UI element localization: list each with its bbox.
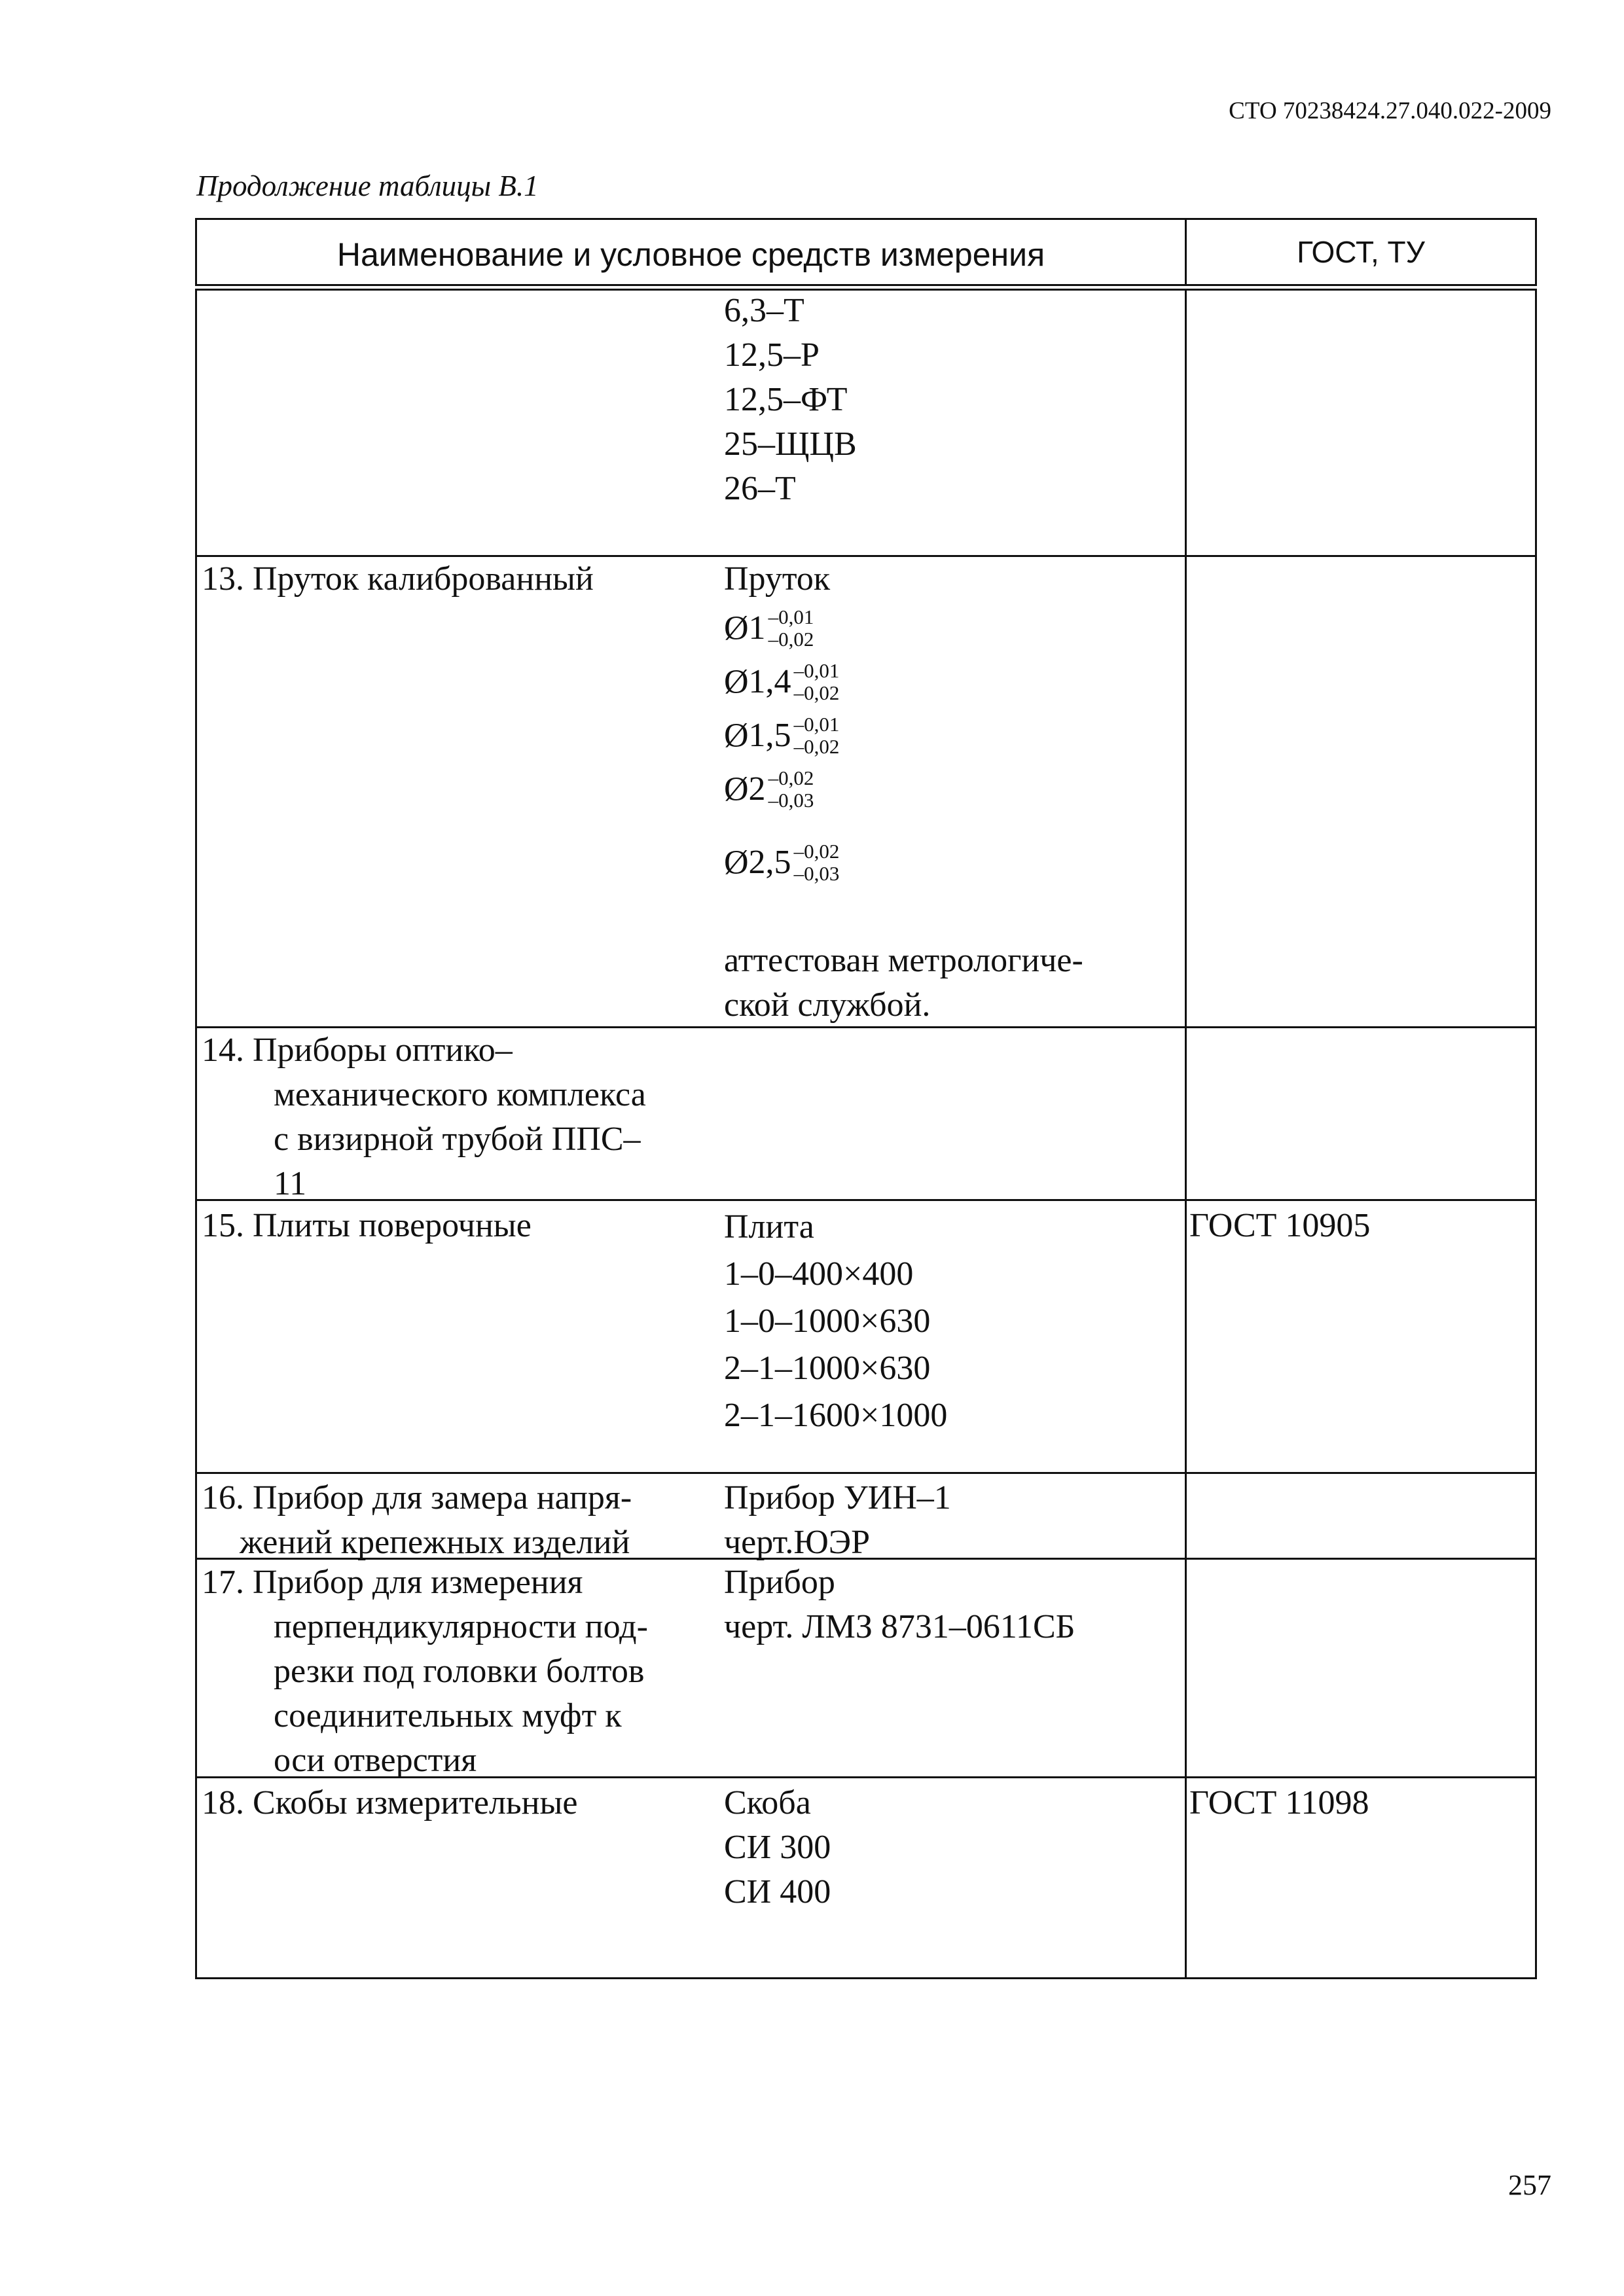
table-border-left — [195, 289, 197, 1979]
spec-line: 12,5–ФТ — [724, 381, 848, 418]
instruments-table — [195, 289, 1537, 1979]
tolerance-item — [724, 709, 1182, 762]
tolerance-item — [724, 762, 1182, 816]
spec-line: СИ 300 — [724, 1829, 831, 1866]
spec-line: 25–ЩЦВ — [724, 425, 857, 463]
table-border-right — [1535, 289, 1537, 1979]
table-border-bottom — [195, 1977, 1537, 1979]
tolerance-item — [724, 836, 1182, 889]
spec-line: 2–1–1600×1000 — [724, 1397, 948, 1434]
item-name: 14. Приборы оптико– — [202, 1031, 513, 1069]
spec-line: 1–0–400×400 — [724, 1255, 914, 1293]
tolerance-deviation — [794, 660, 840, 704]
tolerance-item — [724, 601, 1182, 655]
table-row — [202, 1028, 909, 1206]
item-name: перпендикулярности под- — [274, 1608, 648, 1645]
tolerance-deviation — [768, 767, 814, 812]
spec-line: Прибор УИН–1 — [724, 1479, 951, 1516]
upper-deviation: –0,02 — [768, 766, 814, 789]
spec-line: СИ 400 — [724, 1873, 831, 1910]
lower-deviation: –0,03 — [768, 789, 814, 812]
item-name: оси отверстия — [274, 1742, 477, 1779]
item-name: 15. Плиты поверочные — [202, 1207, 532, 1244]
tolerance-base: Ø1,4 — [724, 663, 791, 700]
gost-cell: ГОСТ 10905 — [1189, 1207, 1371, 1244]
spec-note — [724, 939, 1182, 1028]
item-name: соединительных муфт к — [274, 1697, 622, 1734]
spec-cell — [724, 1781, 1182, 1914]
upper-deviation: –0,01 — [793, 713, 840, 736]
item-name: жений крепежных изделий — [240, 1524, 630, 1561]
gost-cell: ГОСТ 11098 — [1189, 1784, 1369, 1821]
header-gost: ГОСТ, ТУ — [1297, 235, 1425, 269]
upper-deviation: –0,01 — [793, 659, 840, 682]
spec-line: черт. ЛМЗ 8731–0611СБ — [724, 1608, 1075, 1645]
spec-line: Пруток — [724, 560, 831, 598]
tolerance-base: Ø2 — [724, 770, 766, 808]
spec-line: 26–Т — [724, 470, 796, 507]
lower-deviation: –0,02 — [793, 681, 840, 704]
header-name: Наименование и условное средств измерения — [197, 220, 1187, 284]
lower-deviation: –0,02 — [793, 735, 840, 758]
item-name: с визирной трубой ППС– — [274, 1121, 641, 1158]
table-row — [724, 289, 1182, 511]
tolerance-deviation — [794, 713, 840, 758]
lower-deviation: –0,03 — [793, 862, 840, 885]
spec-line: Прибор — [724, 1564, 835, 1601]
spec-line: аттестован метрологиче- — [724, 942, 1083, 979]
item-name: 16. Прибор для замера напря- — [202, 1479, 632, 1516]
spec-line: 12,5–Р — [724, 336, 820, 374]
upper-deviation: –0,02 — [793, 840, 840, 863]
document-code: СТО 70238424.27.040.022-2009 — [1229, 98, 1551, 124]
spec-cell — [724, 557, 1182, 889]
tolerance-base: Ø1,5 — [724, 717, 791, 754]
spec-line: 2–1–1000×630 — [724, 1350, 931, 1387]
tolerance-item — [724, 655, 1182, 709]
spec-line: Плита — [724, 1208, 814, 1246]
item-name: резки под головки болтов — [274, 1653, 645, 1690]
item-name: 11 — [274, 1165, 307, 1202]
item-name: 17. Прибор для измерения — [202, 1564, 583, 1601]
table-header — [195, 218, 1537, 286]
upper-deviation: –0,01 — [768, 605, 814, 628]
spec-line: ской службой. — [724, 986, 931, 1024]
item-name: 18. Скобы измерительные — [202, 1784, 578, 1821]
spec-line: Скоба — [724, 1784, 811, 1821]
row-divider — [195, 1472, 1537, 1474]
item-name: 13. Пруток калиброванный — [202, 560, 594, 598]
spec-line: черт.ЮЭР — [724, 1524, 871, 1561]
lower-deviation: –0,02 — [768, 628, 814, 651]
item-name: механического комплекса — [274, 1076, 646, 1113]
table-column-divider — [1185, 289, 1187, 1979]
page-number: 257 — [1508, 2169, 1551, 2201]
spec-cell — [724, 1560, 1182, 1649]
tolerance-deviation — [768, 606, 814, 651]
spec-line: 6,3–Т — [724, 292, 804, 329]
table-caption: Продолжение таблицы В.1 — [196, 170, 539, 202]
tolerance-base: Ø1 — [724, 609, 766, 647]
spec-cell — [724, 1476, 1182, 1565]
tolerance-deviation — [794, 840, 840, 885]
spec-cell — [724, 1204, 1182, 1439]
spec-line: 1–0–1000×630 — [724, 1302, 931, 1340]
tolerance-base: Ø2,5 — [724, 844, 791, 881]
